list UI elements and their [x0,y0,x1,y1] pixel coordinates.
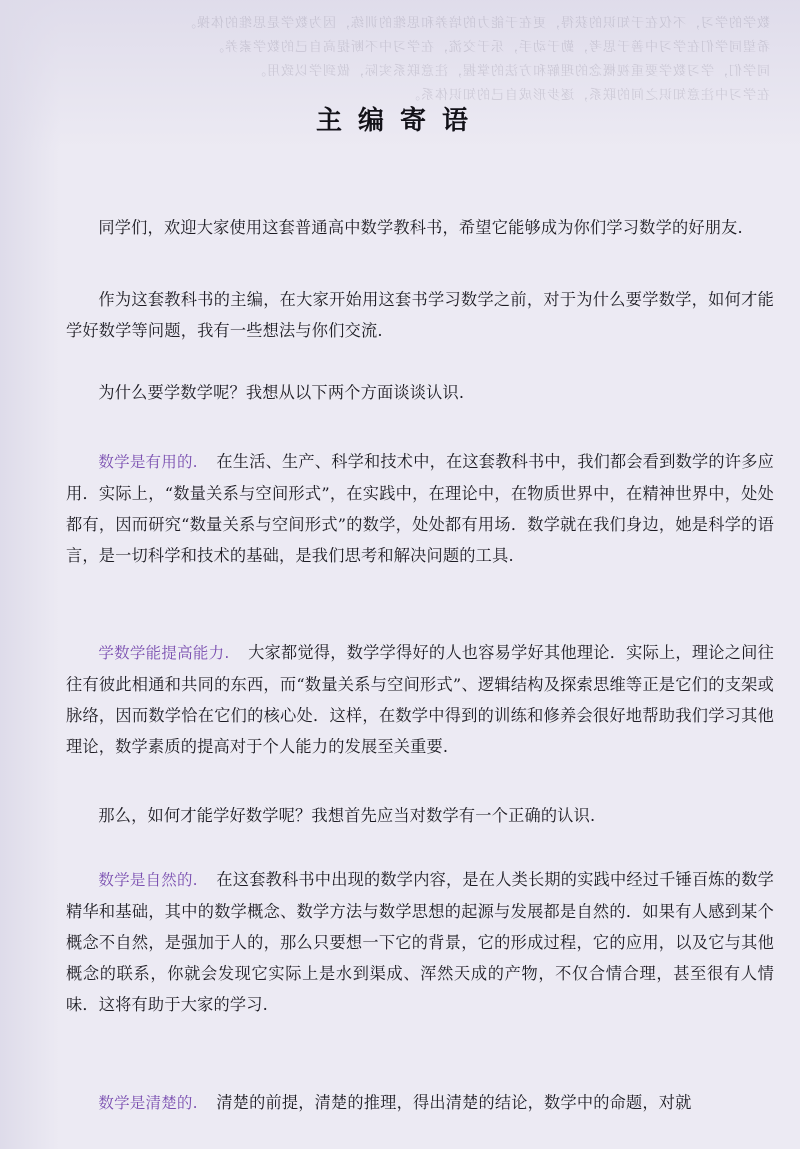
paragraph-text: 清楚的前提，清楚的推理，得出清楚的结论，数学中的命题，对就 [216,1093,692,1112]
paragraph-math-natural [66,864,774,1020]
paragraph-text: 在这套教科书中出现的数学内容，是在人类长期的实践中经过千锤百炼的数学精华和基础，其中的数学概念、数学方法与数学思想的起源与发展都是自然的．如果有人感到某个概念不自然，是强加于人的，那么只要想一下它的背景，它的形成过程，它的应用，以及它与其他概念的联系，你就会发现它实际上是水到渠成、浑然天成的产物，不仅合情合理，甚至很有人情味．这将有助于大家的学习. [66,870,774,1014]
paragraph-text: 大家都觉得，数学学得好的人也容易学好其他理论．实际上，理论之间往往有彼此相通和共同的东西，而“数量关系与空间形式”、逻辑结构及探索思维等正是它们的支架或脉络，因而数学恰在它们的核心处．这样，在数学中得到的训练和修养会很好地帮助我们学习其他理论，数学素质的提高对于个人能力的发展至关重要. [66,643,774,756]
lead-heading-clear: 数学是清楚的. [98,1094,198,1112]
paragraph-improve-ability [66,637,774,762]
paragraph-math-clear [66,1087,774,1119]
lead-heading-useful: 数学是有用的. [98,453,198,471]
page-title: 主编寄语 [315,106,484,136]
paragraph-math-useful [66,446,774,571]
paragraph-how-question: 那么，如何才能学好数学呢？我想首先应当对数学有一个正确的认识. [98,806,596,825]
bleed-line: 在学习中注意知识之间的联系，逐步形成自己的知识体系。 [405,88,770,103]
bleed-line: 同学们，学习数学要重视概念的理解和方法的掌握，注意联系实际，做到学以致用。 [251,64,770,79]
paragraph-greeting: 同学们，欢迎大家使用这套普通高中数学教科书，希望它能够成为你们学习数学的好朋友. [98,218,743,237]
bleed-line: 数学的学习，不仅在于知识的获得，更在于能力的培养和思维的训练，因为数学是思维的体操。 [181,16,770,31]
lead-heading-ability: 学数学能提高能力. [98,644,230,662]
paragraph-why-question: 为什么要学数学呢？我想从以下两个方面谈谈认识. [98,383,465,402]
paragraph-text: 在生活、生产、科学和技术中，在这套教科书中，我们都会看到数学的许多应用．实际上，“数量关系与空间形式”，在实践中，在理论中，在物质世界中，在精神世界中，处处都有，因而研究“数量关系与空间形式”的数学，处处都有用场．数学就在我们身边，她是科学的语言，是一切科学和技术的基础，是我们思考和解决问题的工具. [66,452,774,565]
bleed-through-text [50,12,770,108]
paragraph-intro: 作为这套教科书的主编，在大家开始用这套书学习数学之前，对于为什么要学数学，如何才能学好数学等问题，我有一些想法与你们交流. [66,290,774,340]
lead-heading-natural: 数学是自然的. [98,871,198,889]
bleed-line: 希望同学们在学习中善于思考，勤于动手，乐于交流，在学习中不断提高自己的数学素养。 [209,40,770,55]
